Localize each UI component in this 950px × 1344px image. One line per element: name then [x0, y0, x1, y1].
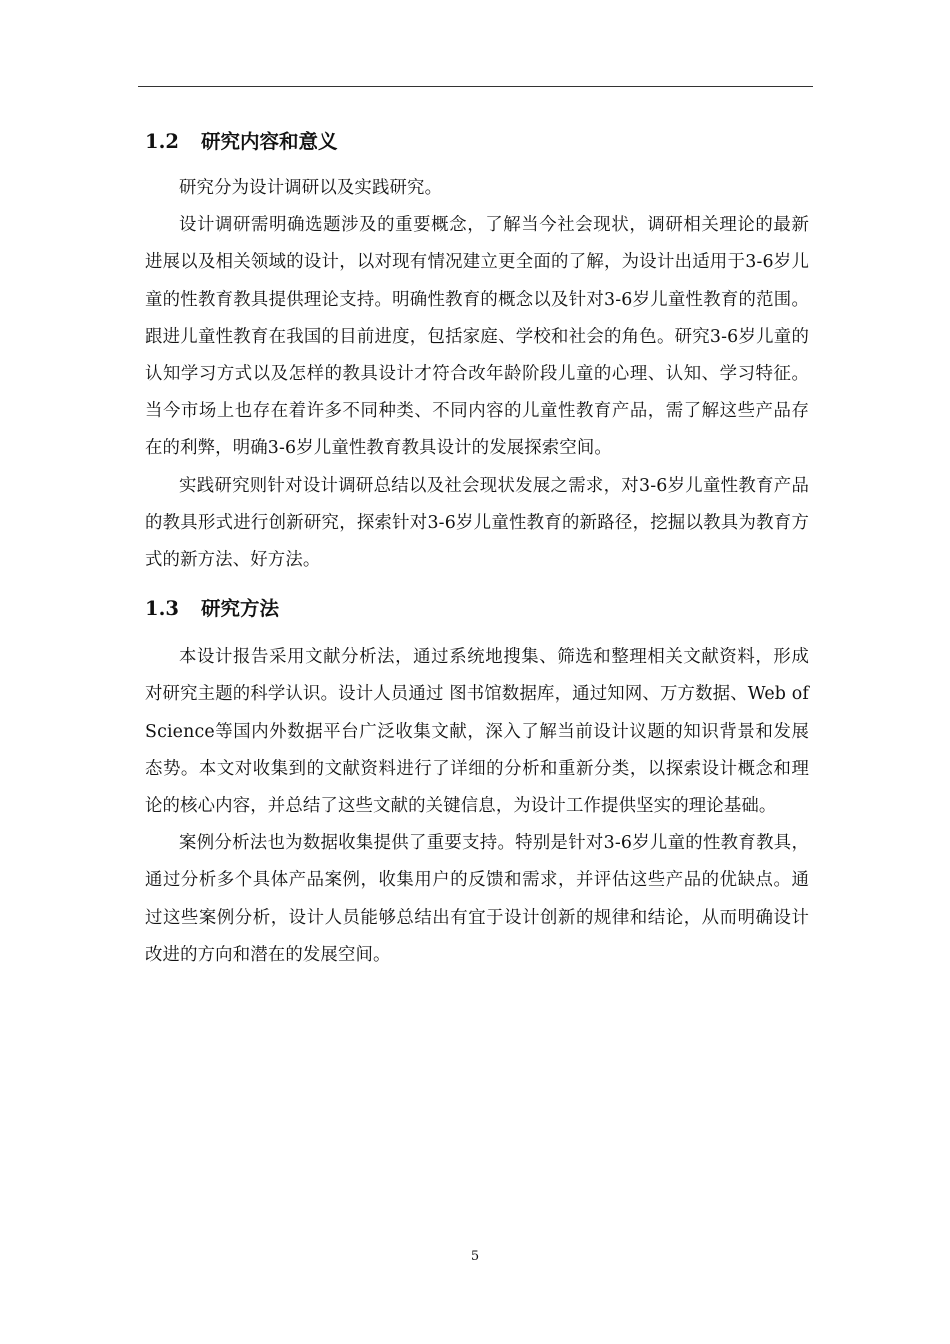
section-title: 研究内容和意义 — [201, 130, 338, 153]
paragraph: 案例分析法也为数据收集提供了重要支持。特别是针对3-6岁儿童的性教育教具，通过分析多个具体产品案例，收集用户的反馈和需求，并评估这些产品的优缺点。通过这些案例分析，设计人员能够总结出有宜于设计创新的规律和结论，从而明确设计改进的方向和潜在的发展空间。 — [145, 833, 809, 965]
section-number: 1.3 — [145, 597, 179, 621]
paragraph: 本设计报告采用文献分析法，通过系统地搜集、筛选和整理相关文献资料，形成对研究主题的科学认识。设计人员通过 图书馆数据库，通过知网、万方数据、Web of Science等国内外数据平台广泛收集文献，深入了解当前设计议题的知识背景和发展态势。本文对收集到的文献资料进行了详细的分析和重新分类，以探索设计概念和理论的核心内容，并总结了这些文献的关键信息，为设计工作提供坚实的理论基础。 — [145, 647, 809, 817]
section-heading-1-2 — [145, 122, 809, 162]
page-number: 5 — [470, 1249, 480, 1264]
paragraph: 研究分为设计调研以及实践研究。 — [179, 178, 443, 198]
paragraph: 设计调研需明确选题涉及的重要概念，了解当今社会现状，调研相关理论的最新进展以及相关领域的设计，以对现有情况建立更全面的了解，为设计出适用于3-6岁儿童的性教育教具提供理论支持。明确性教育的概念以及针对3-6岁儿童性教育的范围。跟进儿童性教育在我国的目前进度，包括家庭、学校和社会的角色。研究3-6岁儿童的认知学习方式以及怎样的教具设计才符合改年龄阶段儿童的心理、认知、学习特征。当今市场上也存在着许多不同种类、不同内容的儿童性教育产品，需了解这些产品存在的利弊，明确3-6岁儿童性教育教具设计的发展探索空间。 — [145, 215, 809, 459]
header-rule — [138, 86, 813, 87]
paragraph: 实践研究则针对设计调研总结以及社会现状发展之需求，对3-6岁儿童性教育产品的教具形式进行创新研究，探索针对3-6岁儿童性教育的新路径，挖掘以教具为教育方式的新方法、好方法。 — [145, 475, 809, 571]
section-heading-1-3 — [145, 589, 809, 629]
section-number: 1.2 — [145, 130, 179, 153]
page-body — [145, 122, 809, 974]
section-title: 研究方法 — [201, 597, 280, 621]
